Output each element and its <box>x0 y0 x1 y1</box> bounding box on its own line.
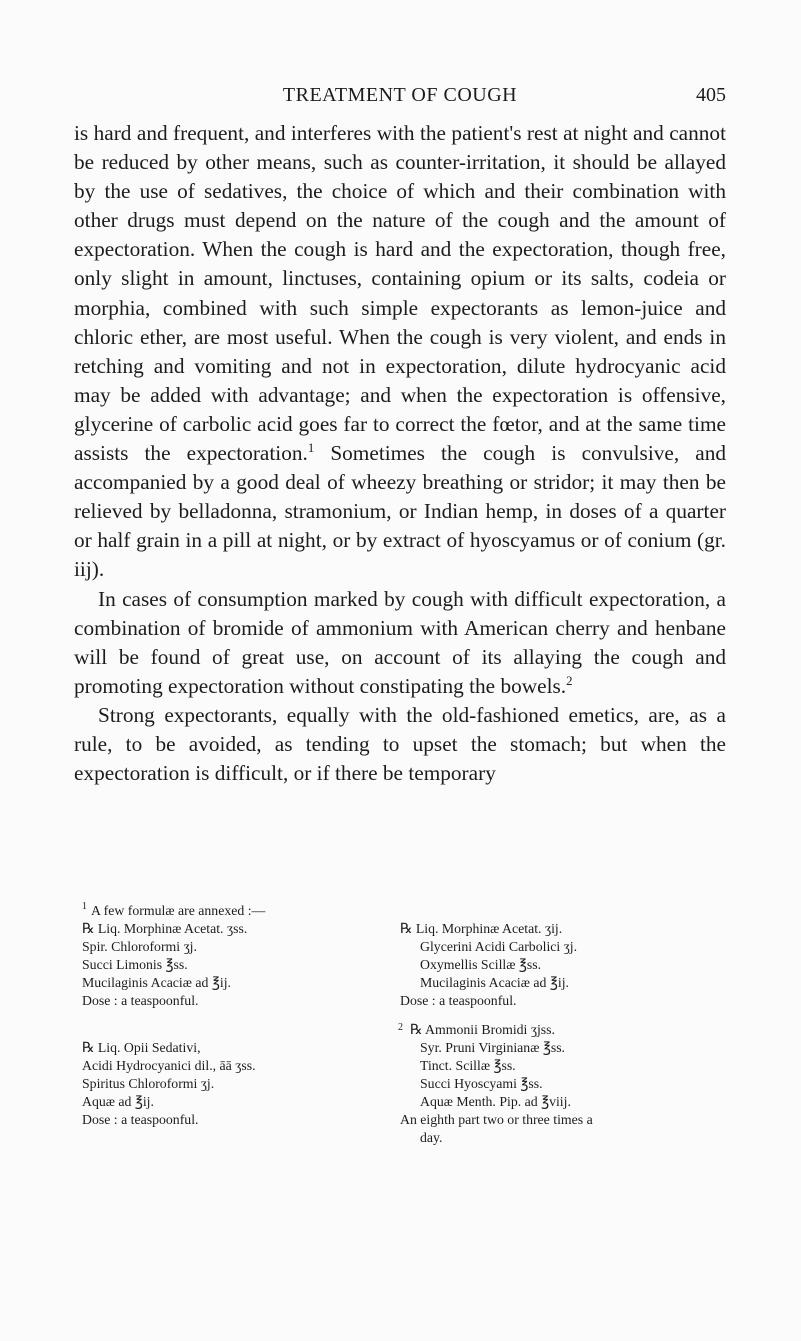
page-number: 405 <box>696 84 726 106</box>
rx-dose: An eighth part two or three times a <box>400 1112 593 1128</box>
rx-line: Acidi Hydrocyanici dil., āā ʒss. <box>82 1057 256 1073</box>
rx-line: Mucilaginis Acaciæ ad ℥ij. <box>420 975 569 991</box>
rx-line: Mucilaginis Acaciæ ad ℥ij. <box>82 975 231 991</box>
running-head: TREATMENT OF COUGH <box>282 84 518 106</box>
rx-line: ℞ Liq. Opii Sedativi, <box>82 1039 201 1055</box>
body-text <box>74 119 726 788</box>
rx-line: Aquæ ad ℥ij. <box>82 1093 154 1109</box>
prescription-3 <box>82 1039 372 1129</box>
rx-line: Spir. Chloroformi ʒj. <box>82 939 197 955</box>
prescription-2 <box>400 920 726 1010</box>
prescription-4 <box>400 1021 726 1148</box>
rx-line: Syr. Pruni Virginianæ ℥ss. <box>420 1039 566 1055</box>
footnote-marker-2: 2 <box>398 1021 403 1033</box>
page-header <box>74 84 726 114</box>
rx-dose: Dose : a teaspoonful. <box>82 1111 199 1127</box>
footnote-ref-2[interactable]: 2 <box>566 673 573 688</box>
rx-line: ℞ Liq. Morphinæ Acetat. ʒij. <box>400 921 563 937</box>
rx-line: Spiritus Chloroformi ʒj. <box>82 1075 215 1091</box>
rx-dose: Dose : a teaspoonful. <box>400 993 517 1009</box>
rx-line: Succi Hyoscyami ℥ss. <box>420 1075 543 1091</box>
paragraph-3: Strong expectorants, equally with the old-fashioned emetics, are, as a rule, to be avoided, as tending to upset the stomach; but when the expectoration is difficult, or if there be temporary <box>74 702 726 786</box>
rx-line: 2 ℞ Ammonii Bromidi ʒjss. <box>400 1021 726 1039</box>
formulae-columns <box>74 920 726 1147</box>
rx-dose: day. <box>420 1130 443 1146</box>
rx-line: Succi Limonis ℥ss. <box>82 957 188 973</box>
paragraph-1: is hard and frequent, and interferes with the patient's rest at night and cannot be reduced by other means, such as counter-irritation, it should be allayed by the use of sedatives, the choice of which and their combination with other drugs must depend on the nature of the cough and the amount of expectoration. When the cough is hard and the expectoration, though free, only slight in amount, linctuses, containing opium or its salts, codeia or morphia, combined with such simple expectorants as lemon-juice and chloric ether, are most useful. When the cough is very violent, and ends in retching and vomiting and not in expectoration, dilute hydrocyanic acid may be added with advantage; and when the expectoration is offensive, glycerine of carbolic acid goes far to correct the fœtor, and at the same time assists the expectoration.$^1$ Sometimes the cough is convulsive, and accompanied by a good deal of wheezy breathing or stridor; it may then be relieved by belladonna, stramonium, or Indian hemp, in doses of a quarter or half grain in a pill at night, or by extract of hyoscyamus or of conium (gr. iij). <box>74 121 726 582</box>
footnotes <box>74 902 726 1147</box>
rx-line: Aquæ Menth. Pip. ad ℥viij. <box>420 1093 571 1109</box>
footnote-1-intro: $^1$ A few formulæ are annexed :— <box>82 901 266 918</box>
rx-dose: Dose : a teaspoonful. <box>82 993 199 1009</box>
paragraph-2: In cases of consumption marked by cough with difficult expectoration, a combination of bromide of ammonium with American cherry and henbane will be found of great use, on account of its allaying the cough and promoting expectoration without constipating the bowels.$^2$ <box>74 586 726 698</box>
rx-line: Tinct. Scillæ ℥ss. <box>420 1057 516 1073</box>
rx-line: Glycerini Acidi Carbolici ʒj. <box>420 939 578 955</box>
formulae-left-column <box>74 920 372 1147</box>
formulae-right-column <box>372 920 726 1147</box>
footnote-marker-1: 1 <box>82 901 87 913</box>
rx-line: ℞ Liq. Morphinæ Acetat. ʒss. <box>82 921 248 937</box>
prescription-1 <box>82 920 372 1010</box>
rx-line: Oxymellis Scillæ ℥ss. <box>420 957 542 973</box>
footnote-ref-1[interactable]: 1 <box>307 440 315 455</box>
